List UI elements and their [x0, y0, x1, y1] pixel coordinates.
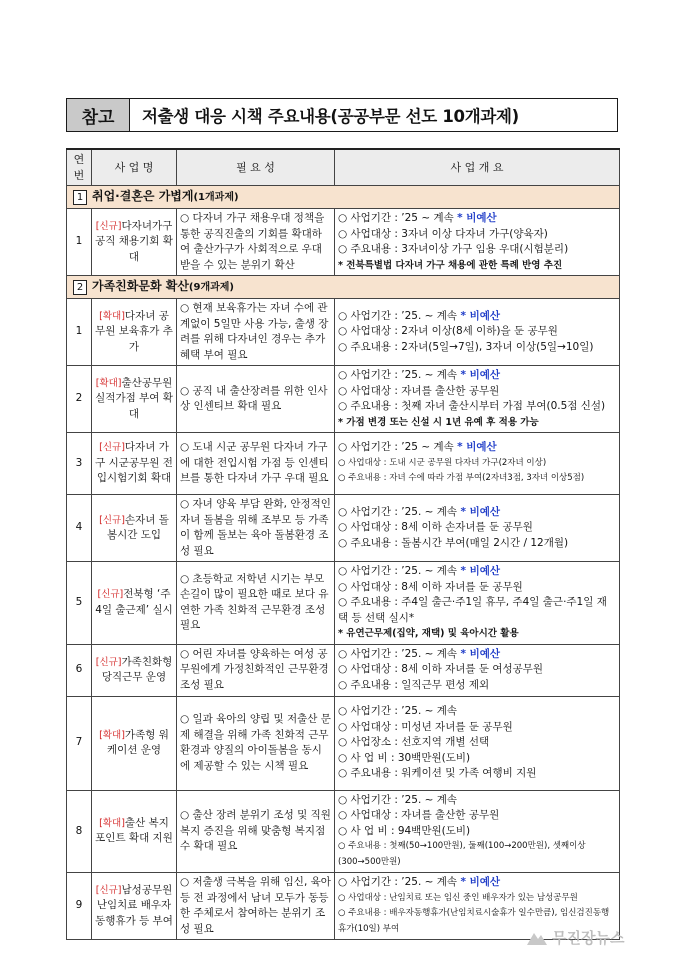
necessity-text: ○ 도내 시군 공무원 다자녀 가구에 대한 전입시험 가점 등 인센티브를 통한 다자녀 가구 우대 필요 [177, 433, 335, 495]
row-number: 1 [67, 299, 92, 366]
category-row [67, 186, 620, 209]
status-badge: [신규] [95, 884, 122, 896]
necessity-text: ○ 자녀 양육 부담 완화, 안정적인 자녀 돌봄을 위해 조부모 등 가족이 함께 돌보는 육아 돌봄환경 조성 필요 [177, 495, 335, 562]
plan-cell [335, 790, 620, 873]
project-name-cell [92, 873, 177, 940]
plan-cell [335, 495, 620, 562]
plan-target: ○ 사업대상 : 미성년 자녀를 둔 공무원 [338, 720, 513, 733]
plan-content: ○ 주요내용 : 일직근무 편성 제외 [338, 678, 490, 691]
table-row [67, 299, 620, 366]
plan-content: ○ 주요내용 : 첫째 자녀 출산시부터 가점 부여(0.5점 신설) [338, 400, 606, 412]
project-name-cell [92, 644, 177, 696]
project-name-cell [92, 495, 177, 562]
plan-note: * 유연근무제(집약, 재택) 및 육아시간 활용 [338, 628, 519, 639]
plan-target: ○ 사업대상 : 자녀를 출산한 공무원 [338, 809, 500, 821]
row-number: 1 [67, 209, 92, 276]
plan-target: ○ 사업대상 : 2자녀 이상(8세 이하)을 둔 공무원 [338, 325, 558, 338]
table-row [67, 366, 620, 433]
project-name-cell [92, 209, 177, 276]
plan-target: ○ 사업대상 : 8세 이하 손자녀를 둔 공무원 [338, 521, 533, 534]
plan-period: ○ 사업기간 : ’25. ~ 계속 [338, 705, 458, 718]
non-budget-label: * 비예산 [460, 876, 501, 888]
category-count: (1개과제) [193, 191, 239, 203]
status-badge: [신규] [97, 589, 124, 601]
category-title: 가족친화문화 확산 [92, 278, 189, 293]
plan-place: ○ 사업장소 : 선호지역 개별 선택 [338, 736, 490, 749]
non-budget-label: * 비예산 [460, 647, 501, 660]
category-number: 2 [73, 280, 87, 295]
project-name-cell [92, 299, 177, 366]
status-badge: [신규] [99, 442, 125, 454]
category-row [67, 276, 620, 299]
non-budget-label: * 비예산 [460, 565, 501, 577]
category-title: 취업·결혼은 가볍게 [92, 188, 194, 203]
plan-target: ○ 사업대상 : 난임치료 또는 임신 중인 배우자가 있는 남성공무원 [338, 892, 578, 903]
plan-cell [335, 644, 620, 696]
table-header-row [67, 149, 620, 186]
project-name: 가족친화형 당직근무 운영 [101, 655, 173, 683]
table-row [67, 209, 620, 276]
project-name-cell [92, 790, 177, 873]
plan-cell [335, 209, 620, 276]
table-row [67, 495, 620, 562]
project-name: 가족형 워케이션 운영 [106, 728, 169, 756]
plan-cell [335, 433, 620, 495]
plan-period: ○ 사업기간 : ’25 ~ 계속 [338, 212, 454, 224]
status-badge: [확대] [99, 729, 125, 741]
project-name: 전북형 ‘주4일 출근제’ 실시 [95, 588, 173, 616]
necessity-text: ○ 현재 보육휴가는 자녀 수에 관계없이 5일만 사용 가능, 출생 장려를 위해 다자녀인 경우는 추가혜택 부여 필요 [177, 299, 335, 366]
plan-content: ○ 주요내용 : 워케이션 및 가족 여행비 지원 [338, 767, 537, 780]
necessity-text: ○ 출산 장려 분위기 조성 및 직원 복지 증진을 위해 맞춤형 복지점수 확대 필요 [177, 790, 335, 873]
plan-budget: ○ 사 업 비 : 30백만원(도비) [338, 751, 471, 764]
non-budget-label: * 비예산 [460, 309, 501, 322]
table-row [67, 433, 620, 495]
necessity-text: ○ 저출생 극복을 위해 임신, 육아 등 전 과정에서 남녀 모두가 동등한 주체로서 참여하는 분위기 조성 필요 [177, 873, 335, 940]
page-title: 저출생 대응 시책 주요내용(공공부문 선도 10개과제) [142, 107, 519, 126]
page-header [66, 98, 618, 132]
category-count: (9개과제) [188, 281, 235, 293]
non-budget-label: * 비예산 [457, 441, 497, 454]
necessity-text: ○ 일과 육아의 양립 및 저출산 문제 해결을 위해 가족 친화적 근무환경과 양질의 아이돌봄을 동시에 제공할 수 있는 시책 필요 [177, 696, 335, 790]
plan-budget: ○ 사 업 비 : 94백만원(도비) [338, 824, 471, 837]
project-name-cell [92, 366, 177, 433]
plan-cell [335, 562, 620, 645]
table-row [67, 790, 620, 873]
plan-content: ○ 주요내용 : 자녀 수에 따라 가점 부여(2자녀3점, 3자녀 이상5점) [338, 473, 585, 484]
necessity-text: ○ 다자녀 가구 채용우대 정책을 통한 공직진출의 기회를 확대하여 출산가구가 사회적으로 우대받을 수 있는 분위기 확산 [177, 209, 335, 276]
necessity-text: ○ 초등학교 저학년 시기는 부모 손길이 많이 필요한 때로 보다 유연한 가족 친화적 근무환경 조성 필요 [177, 562, 335, 645]
project-name: 남성공무원 난임치료 배우자 동행휴가 등 부여 [95, 883, 173, 927]
row-number: 4 [67, 495, 92, 562]
status-badge: [신규] [95, 220, 122, 232]
plan-content: ○ 주요내용 : 배우자동행휴가(난임치료시술휴가 일수만큼), 임신검진동행휴가(10일) 부여 [338, 908, 610, 934]
col-header-need: 필 요 성 [177, 149, 335, 186]
necessity-text: ○ 어린 자녀를 양육하는 여성 공무원에게 가정친화적인 근무환경 조성 필요 [177, 644, 335, 696]
row-number: 8 [67, 790, 92, 873]
plan-period: ○ 사업기간 : ’25. ~ 계속 [338, 505, 458, 518]
header-tag: 참고 [67, 99, 130, 131]
non-budget-label: * 비예산 [457, 212, 497, 224]
col-header-plan: 사 업 개 요 [335, 149, 620, 186]
category-cell [67, 186, 620, 209]
project-name-cell [92, 562, 177, 645]
plan-content: ○ 주요내용 : 돌봄시간 부여(매일 2시간 / 12개월) [338, 536, 569, 549]
plan-period: ○ 사업기간 : ’25. ~ 계속 [338, 647, 458, 660]
mountain-logo-icon [526, 928, 548, 946]
plan-target: ○ 사업대상 : 자녀를 출산한 공무원 [338, 384, 500, 397]
row-number: 3 [67, 433, 92, 495]
plan-target: ○ 사업대상 : 8세 이하 자녀를 둔 공무원 [338, 580, 523, 593]
table-row [67, 562, 620, 645]
plan-period: ○ 사업기간 : ’25. ~ 계속 [338, 369, 458, 381]
row-number: 9 [67, 873, 92, 940]
status-badge: [확대] [99, 817, 125, 829]
table-row [67, 696, 620, 790]
plan-period: ○ 사업기간 : ’25. ~ 계속 [338, 876, 458, 888]
project-name: 다자녀 공무원 보육휴가 추가 [95, 309, 173, 353]
plan-period: ○ 사업기간 : ’25. ~ 계속 [338, 793, 458, 806]
status-badge: [확대] [99, 310, 125, 322]
plan-period: ○ 사업기간 : ’25. ~ 계속 [338, 309, 458, 322]
plan-cell [335, 696, 620, 790]
status-badge: [신규] [95, 656, 122, 668]
plan-cell [335, 366, 620, 433]
plan-content: ○ 주요내용 : 첫째(50→100만원), 둘째(100→200만원), 셋째이상(300→500만원) [338, 841, 586, 867]
row-number: 5 [67, 562, 92, 645]
project-name: 다자녀 가구 시군공무원 전입시험기회 확대 [95, 441, 173, 485]
project-name: 출산공무원 실적가점 부여 확대 [95, 376, 173, 420]
plan-content: ○ 주요내용 : 주4일 출근·주1일 휴무, 주4일 출근·주1일 재택 등 선택 실시* [338, 596, 607, 624]
project-name-cell [92, 433, 177, 495]
project-name: 손자녀 돌봄시간 도입 [106, 513, 169, 541]
plan-content: ○ 주요내용 : 3자녀이상 가구 임용 우대(시험분리) [338, 243, 569, 255]
plan-period: ○ 사업기간 : ’25. ~ 계속 [338, 565, 458, 577]
row-number: 6 [67, 644, 92, 696]
category-number: 1 [73, 190, 87, 205]
necessity-text: ○ 공직 내 출산장려를 위한 인사상 인센티브 확대 필요 [177, 366, 335, 433]
plan-target: ○ 사업대상 : 3자녀 이상 다자녀 가구(양육자) [338, 227, 548, 240]
col-header-no: 연번 [67, 149, 92, 186]
policy-table [66, 148, 620, 940]
col-header-name: 사 업 명 [92, 149, 177, 186]
plan-period: ○ 사업기간 : ’25 ~ 계속 [338, 441, 454, 454]
non-budget-label: * 비예산 [460, 505, 501, 518]
status-badge: [확대] [95, 377, 122, 389]
plan-target: ○ 사업대상 : 8세 이하 자녀를 둔 여성공무원 [338, 663, 544, 676]
plan-content: ○ 주요내용 : 2자녀(5일→7일), 3자녀 이상(5일→10일) [338, 340, 594, 353]
row-number: 2 [67, 366, 92, 433]
project-name: 다자녀가구 공직 채용기회 확대 [95, 219, 173, 263]
non-budget-label: * 비예산 [460, 369, 501, 381]
plan-cell [335, 299, 620, 366]
watermark-text: 무진장뉴스 [552, 928, 625, 947]
project-name: 출산 복지포인트 확대 지원 [95, 816, 173, 845]
table-row [67, 644, 620, 696]
status-badge: [신규] [99, 514, 125, 526]
plan-note: * 전북특별법 다자녀 가구 채용에 관한 특례 반영 추진 [338, 259, 563, 271]
project-name-cell [92, 696, 177, 790]
row-number: 7 [67, 696, 92, 790]
watermark [526, 922, 666, 952]
plan-note: * 가점 변경 또는 신설 시 1년 유예 후 적용 가능 [338, 416, 539, 428]
plan-target: ○ 사업대상 : 도내 시군 공무원 다자녀 가구(2자녀 이상) [338, 457, 547, 468]
category-cell [67, 276, 620, 299]
